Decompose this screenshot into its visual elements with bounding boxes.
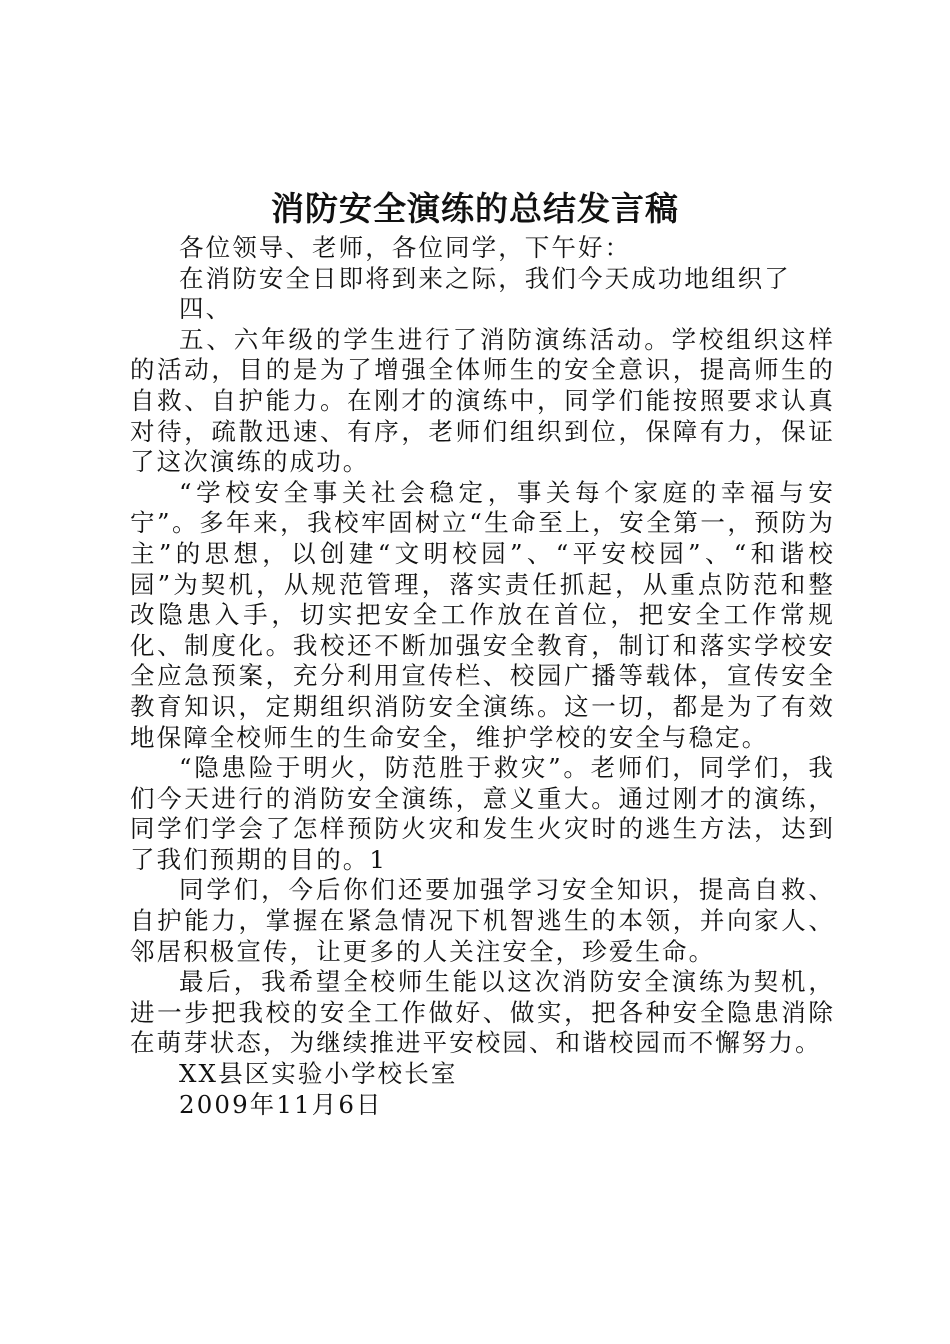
body-paragraph: “隐患险于明火，防范胜于救灾”。老师们，同学们，我们今天进行的消防安全演练，意义重大。通过刚才的演练，同学们学会了怎样预防火灾和发生火灾时的逃生方法，达到了我们预期的目的。1 <box>130 753 835 874</box>
body-paragraph: 五、六年级的学生进行了消防演练活动。学校组织这样的活动，目的是为了增强全体师生的安全意识，提高师生的自救、自护能力。在刚才的演练中，同学们能按照要求认真对待，疏散迅速、有序，老师们组织到位，保障有力，保证了这次演练的成功。 <box>130 324 835 477</box>
document-title: 消防安全演练的总结发言稿 <box>271 189 679 228</box>
date-line: 2009年11月6日 <box>179 1089 383 1119</box>
body-paragraph: 四、 <box>179 294 233 324</box>
body-paragraph: 在消防安全日即将到来之际，我们今天成功地组织了 <box>179 263 791 293</box>
greeting-paragraph: 各位领导、老师，各位同学，下午好： <box>179 233 632 262</box>
signature-line: XX县区实验小学校长室 <box>179 1059 458 1089</box>
body-paragraph: 最后，我希望全校师生能以这次消防安全演练为契机，进一步把我校的安全工作做好、做实，把各种安全隐患消除在萌芽状态，为继续推进平安校园、和谐校园而不懈努力。 <box>130 967 835 1058</box>
document-body <box>130 233 835 1120</box>
body-paragraph: “学校安全事关社会稳定，事关每个家庭的幸福与安宁”。多年来，我校牢固树立“生命至上，安全第一，预防为主”的思想，以创建“文明校园”、“平安校园”、“和谐校园”为契机，从规范管理，落实责任抓起，从重点防范和整改隐患入手，切实把安全工作放在首位，把安全工作常规化、制度化。我校还不断加强安全教育，制订和落实学校安全应急预案，充分利用宣传栏、校园广播等载体，宣传安全教育知识，定期组织消防安全演练。这一切，都是为了有效地保障全校师生的生命安全，维护学校的安全与稳定。 <box>130 477 835 752</box>
body-paragraph: 同学们，今后你们还要加强学习安全知识，提高自救、自护能力，掌握在紧急情况下机智逃生的本领，并向家人、邻居积极宣传，让更多的人关注安全，珍爱生命。 <box>130 875 835 966</box>
